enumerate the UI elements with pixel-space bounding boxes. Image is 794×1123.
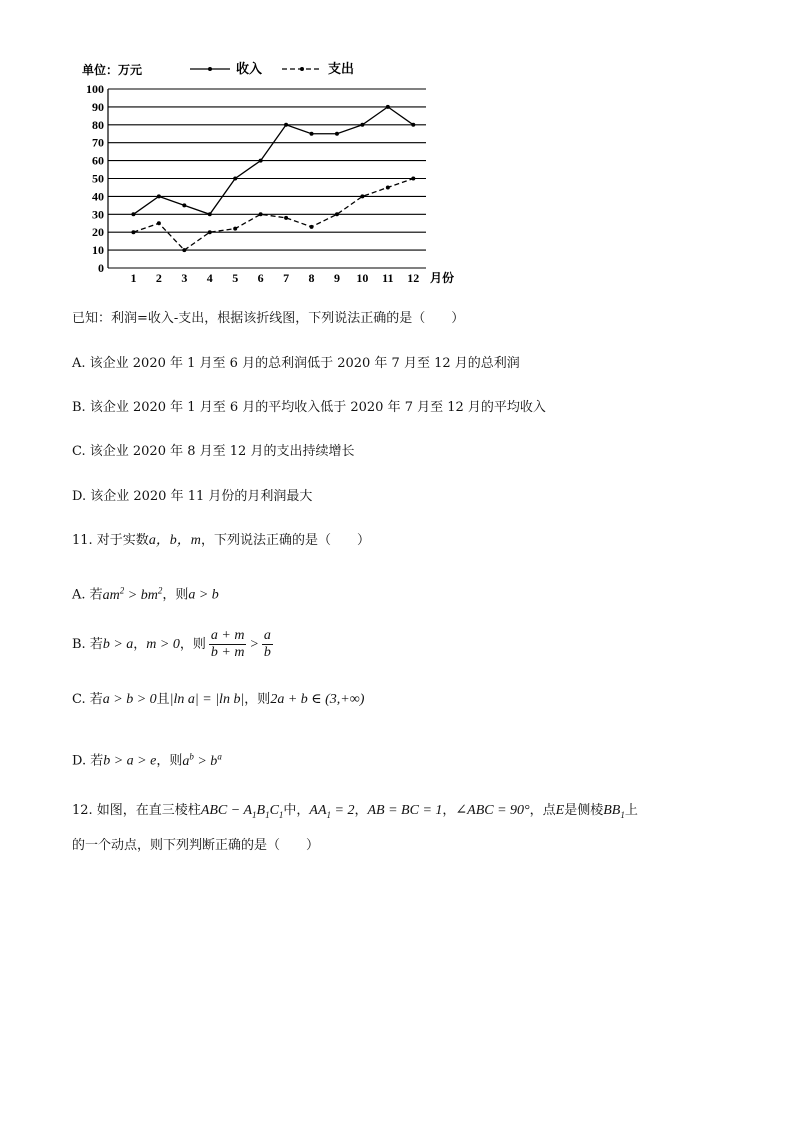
line-chart: [70, 52, 470, 292]
x-tick-label: 6: [257, 271, 264, 285]
q10-option-a: A. 该企业 2020 年 1 月至 6 月的总利润低于 2020 年 7 月至 12 月的总利润: [72, 356, 520, 371]
y-tick-label: 10: [92, 243, 104, 258]
series-0-point: [208, 212, 212, 216]
y-tick-label: 100: [86, 82, 104, 96]
grid: [108, 89, 426, 268]
x-tick-label: 4: [206, 271, 213, 285]
series-1-point: [335, 212, 339, 216]
series-0-point: [157, 194, 161, 198]
series-1-point: [233, 227, 237, 231]
y-tick-label: 70: [92, 135, 104, 150]
x-tick-label: 1: [130, 271, 137, 285]
legend-label-1: 支出: [328, 61, 355, 76]
series-1-point: [411, 177, 415, 181]
y-tick-label: 50: [92, 171, 104, 186]
y-tick-label: 60: [92, 153, 104, 168]
x-axis-label: 月份: [430, 271, 455, 285]
legend: [190, 61, 354, 76]
q11-option-c: C. 若a > b > 0且|ln a| = |ln b|，则2a + b ∈ (3,+∞): [72, 692, 365, 707]
series-0-point: [360, 123, 364, 127]
series-0-point: [335, 132, 339, 136]
q10-option-b: B. 该企业 2020 年 1 月至 6 月的平均收入低于 2020 年 7 月至 12 月的平均收入: [72, 400, 546, 415]
x-tick-label: 9: [333, 271, 340, 285]
series-0-point: [233, 177, 237, 181]
series-0-point: [284, 123, 288, 127]
x-tick-label: 3: [181, 271, 188, 285]
q11-option-b: B. 若b > a，m > 0，则 $\frac{a + m}{b + m}$ > $\frac{a}{b}$: [72, 628, 271, 660]
q12-line1: 12. 如图，在直三棱柱ABC − $A_1B_1C_1$中，$AA_1 = 2$，AB = BC = 1，∠ABC = 90°，点E是侧棱$BB_1$上: [72, 803, 638, 820]
series-0-point: [310, 132, 314, 136]
q11-option-d: D. 若b > a > e，则$a^b > b^a$: [72, 751, 222, 769]
q10-option-d: D. 该企业 2020 年 11 月份的月利润最大: [72, 489, 313, 504]
x-tick-label: 8: [308, 271, 315, 285]
unit-label: 单位：万元: [82, 63, 143, 77]
y-tick-label: 90: [92, 99, 104, 114]
y-tick-label: 40: [92, 189, 104, 204]
series-1-point: [386, 185, 390, 189]
series-1-point: [284, 216, 288, 220]
q12-line2: 的一个动点，则下列判断正确的是（ ）: [72, 838, 320, 853]
series-1-point: [208, 230, 212, 234]
q11-option-a: A. 若$am^2 > bm^2$，则a > b: [72, 585, 219, 603]
x-tick-label: 5: [232, 271, 239, 285]
series-0-point: [131, 212, 135, 216]
series-0-point: [259, 159, 263, 163]
series-1-point: [131, 230, 135, 234]
series-1-point: [182, 248, 186, 252]
x-tick-label: 2: [155, 271, 162, 285]
series-0-point: [411, 123, 415, 127]
x-tick-label: 12: [407, 271, 420, 285]
y-tick-label: 80: [92, 117, 104, 132]
series-1-point: [360, 194, 364, 198]
legend-marker-0: [208, 67, 212, 71]
x-tick-label: 11: [382, 271, 394, 285]
y-tick-label: 20: [92, 225, 104, 240]
legend-marker-1: [300, 67, 304, 71]
y-ticks: [86, 82, 104, 275]
series-0-point: [386, 105, 390, 109]
series-1-point: [259, 212, 263, 216]
q10-stem: 已知：利润=收入-支出，根据该折线图，下列说法正确的是（ ）: [72, 311, 465, 326]
series-0-point: [182, 203, 186, 207]
x-tick-label: 10: [356, 271, 369, 285]
y-tick-label: 30: [92, 207, 104, 222]
y-tick-label: 0: [98, 261, 104, 275]
x-tick-label: 7: [283, 271, 290, 285]
series-1-point: [157, 221, 161, 225]
series-1-point: [310, 225, 314, 229]
x-ticks: [130, 271, 419, 285]
q10-option-c: C. 该企业 2020 年 8 月至 12 月的支出持续增长: [72, 444, 355, 459]
q11-stem: 11. 对于实数a，b，m，下列说法正确的是（ ）: [72, 533, 370, 548]
legend-label-0: 收入: [236, 61, 263, 76]
